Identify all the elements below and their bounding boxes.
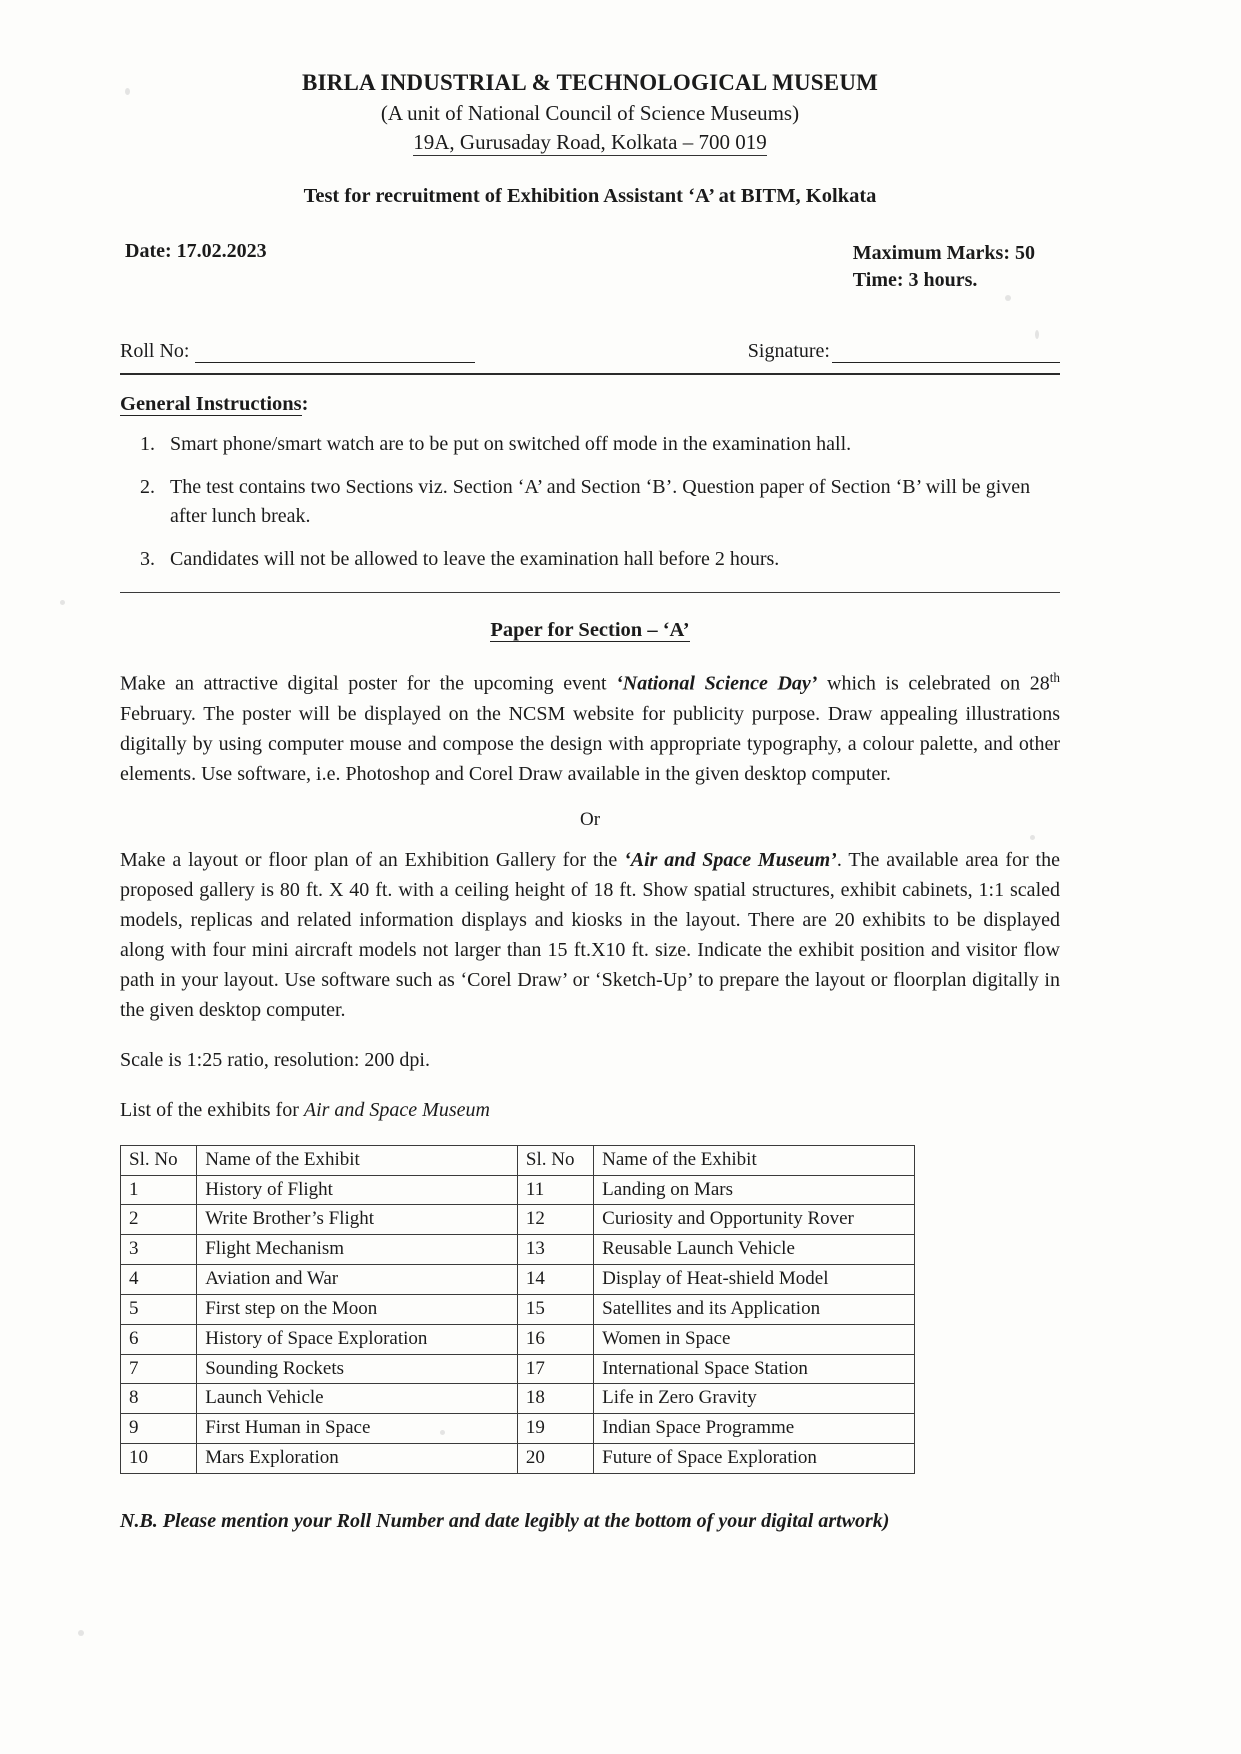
q2-text-part2: . The available area for the proposed gallery is 80 ft. X 40 ft. with a ceiling height of 18 ft. Show spatial structures, exhibit cabinets, 1:1 scaled models, replicas and related information displays and kiosks in the layout. There are 20 exhibits to be displayed along with four mini aircraft models not larger than 15 ft.X10 ft. size. Indicate the exhibit position and visitor flow path in your layout. Use software such as ‘Corel Draw’ or ‘Sketch-Up’ to prepare the layout or floorplan digitally in the given desktop computer. (120, 848, 1060, 1021)
cell-name-right: Reusable Launch Vehicle (594, 1235, 915, 1265)
list-item: 3. Candidates will not be allowed to leave the examination hall before 2 hours. (160, 545, 1060, 574)
cell-sl-left: 8 (121, 1384, 197, 1414)
cell-name-left: History of Space Exploration (197, 1324, 518, 1354)
cell-name-left: First step on the Moon (197, 1294, 518, 1324)
cell-name-left: Sounding Rockets (197, 1354, 518, 1384)
cell-sl-left: 4 (121, 1265, 197, 1295)
q1-text-part1: Make an attractive digital poster for the upcoming event (120, 672, 617, 695)
cell-name-right: Curiosity and Opportunity Rover (594, 1205, 915, 1235)
maximum-marks: Maximum Marks: 50 (852, 242, 1035, 264)
exhibit-list-intro-italic: Air and Space Museum (303, 1098, 490, 1121)
identification-row (120, 340, 1060, 363)
cell-sl-right: 16 (517, 1324, 593, 1354)
column-header-name-1: Name of the Exhibit (197, 1145, 518, 1175)
question-one-paragraph (120, 668, 1060, 789)
cell-sl-left: 9 (121, 1414, 197, 1444)
roll-no-input-line[interactable] (195, 346, 475, 363)
divider-top (120, 373, 1060, 375)
table-header-row (121, 1145, 915, 1175)
cell-name-left: Mars Exploration (197, 1444, 518, 1474)
cell-sl-right: 18 (517, 1384, 593, 1414)
cell-sl-right: 11 (517, 1175, 593, 1205)
exam-meta-row (120, 240, 1060, 294)
cell-name-left: Launch Vehicle (197, 1384, 518, 1414)
cell-name-right: Life in Zero Gravity (594, 1384, 915, 1414)
cell-name-right: Future of Space Exploration (594, 1444, 915, 1474)
table-row (121, 1265, 915, 1295)
cell-sl-right: 19 (517, 1414, 593, 1444)
paper-section-title-text: Paper for Section – ‘A’ (490, 619, 690, 641)
exhibits-table-body (121, 1175, 915, 1473)
exam-marks-time (853, 240, 1060, 294)
cell-name-left: First Human in Space (197, 1414, 518, 1444)
cell-name-right: Satellites and its Application (594, 1294, 915, 1324)
cell-sl-left: 10 (121, 1444, 197, 1474)
signature-field[interactable] (748, 340, 1060, 363)
scale-note: Scale is 1:25 ratio, resolution: 200 dpi. (120, 1048, 430, 1071)
table-row (121, 1414, 915, 1444)
cell-name-right: Indian Space Programme (594, 1414, 915, 1444)
signature-label: Signature: (747, 340, 830, 362)
list-item: 1. Smart phone/smart watch are to be put on switched off mode in the examination hall. (160, 430, 1060, 459)
cell-name-right: Landing on Mars (594, 1175, 915, 1205)
table-row (121, 1444, 915, 1474)
roll-no-field[interactable] (120, 340, 475, 363)
table-row (121, 1235, 915, 1265)
cell-sl-right: 20 (517, 1444, 593, 1474)
cell-name-left: Aviation and War (197, 1265, 518, 1295)
column-header-sl-2: Sl. No (517, 1145, 593, 1175)
list-item: 2. The test contains two Sections viz. Section ‘A’ and Section ‘B’. Question paper of Section ‘B’ will be given after lunch break. (160, 473, 1060, 531)
exhibit-list-intro-plain: List of the exhibits for (120, 1098, 304, 1121)
table-row (121, 1205, 915, 1235)
cell-name-right: International Space Station (594, 1354, 915, 1384)
cell-sl-right: 17 (517, 1354, 593, 1384)
exhibit-list-intro (120, 1095, 1060, 1125)
q2-museum-name: ‘Air and Space Museum’ (624, 848, 837, 871)
table-row (121, 1324, 915, 1354)
cell-sl-left: 7 (121, 1354, 197, 1384)
cell-sl-right: 15 (517, 1294, 593, 1324)
cell-name-right: Women in Space (594, 1324, 915, 1354)
paper-section-title (120, 619, 1060, 642)
column-header-name-2: Name of the Exhibit (594, 1145, 915, 1175)
exhibits-table (120, 1145, 915, 1474)
cell-name-right: Display of Heat-shield Model (594, 1265, 915, 1295)
organisation-subtitle: (A unit of National Council of Science Museums) (380, 101, 800, 125)
test-title: Test for recruitment of Exhibition Assistant ‘A’ at BITM, Kolkata (303, 185, 877, 207)
q1-event-name: ‘National Science Day’ (616, 672, 818, 695)
column-header-sl-1: Sl. No (121, 1145, 197, 1175)
general-instructions-heading (120, 393, 1060, 416)
cell-name-left: Write Brother’s Flight (197, 1205, 518, 1235)
exam-duration: Time: 3 hours. (852, 269, 978, 291)
cell-sl-left: 5 (121, 1294, 197, 1324)
organisation-address-text: 19A, Gurusaday Road, Kolkata – 700 019 (413, 130, 767, 154)
cell-sl-right: 13 (517, 1235, 593, 1265)
table-row (121, 1354, 915, 1384)
general-instructions-heading-text: General Instructions (120, 393, 302, 415)
table-row (121, 1384, 915, 1414)
q1-text-part2: which is celebrated on 28 (817, 672, 1050, 695)
signature-input-line[interactable] (832, 346, 1060, 363)
q1-text-part3: February. The poster will be displayed on the NCSM website for publicity purpose. Draw appealing illustrations digitally by using computer mouse and compose the design with appropriate typography, a colour palette, and other elements. Use software, i.e. Photoshop and Corel Draw available in the given desktop computer. (120, 702, 1060, 785)
exam-date: Date: 17.02.2023 (125, 240, 267, 262)
note-bene: N.B. Please mention your Roll Number and date legibly at the bottom of your digital artwork) (120, 1509, 890, 1532)
organisation-title: BIRLA INDUSTRIAL & TECHNOLOGICAL MUSEUM (301, 70, 879, 95)
or-separator: Or (579, 808, 601, 830)
q1-date-superscript: th (1049, 670, 1061, 685)
instructions-list (120, 430, 1060, 574)
cell-sl-right: 12 (517, 1205, 593, 1235)
cell-sl-left: 6 (121, 1324, 197, 1354)
question-two-paragraph (120, 845, 1060, 1025)
divider-middle (120, 592, 1060, 593)
cell-sl-left: 1 (121, 1175, 197, 1205)
cell-name-left: Flight Mechanism (197, 1235, 518, 1265)
organisation-address (120, 130, 1060, 155)
table-row (121, 1294, 915, 1324)
cell-sl-right: 14 (517, 1265, 593, 1295)
table-row (121, 1175, 915, 1205)
cell-sl-left: 2 (121, 1205, 197, 1235)
q2-text-part1: Make a layout or floor plan of an Exhibition Gallery for the (120, 848, 625, 871)
cell-sl-left: 3 (121, 1235, 197, 1265)
roll-no-label: Roll No: (120, 340, 190, 362)
cell-name-left: History of Flight (197, 1175, 518, 1205)
general-instructions-colon: : (301, 393, 309, 415)
